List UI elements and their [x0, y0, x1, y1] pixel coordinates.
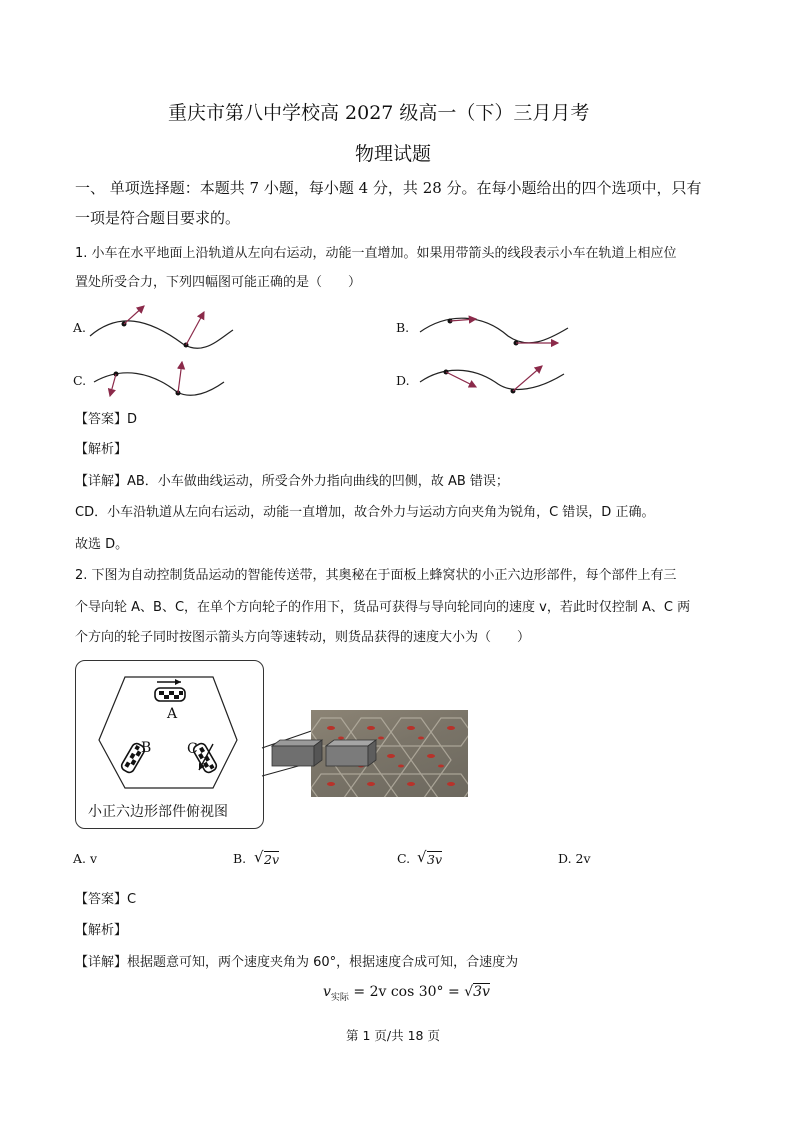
q1-detail-line3: 故选 D。: [75, 537, 129, 552]
cargo-boxes: [272, 738, 382, 770]
section-heading-line2: 一项是符合题目要求的。: [75, 209, 241, 227]
q1-analysis-heading: 【解析】: [75, 442, 128, 457]
q2-answer: 【答案】C: [75, 892, 137, 907]
q1-detail-line1: 【详解】AB．小车做曲线运动，所受合外力指向曲线的凹侧，故 AB 错误；: [75, 474, 509, 489]
q2-option-b-value: 2v: [264, 852, 280, 867]
q1-answer: 【答案】D: [75, 412, 138, 427]
formula-lhs: v: [323, 984, 331, 1000]
q1-option-b-label: B.: [396, 320, 410, 335]
page-title: 重庆市第八中学校高 2027 级高一（下）三月月考: [168, 102, 590, 124]
q2-option-a: A. v: [73, 851, 98, 866]
q2-option-c-sqrt-sign: √: [417, 848, 427, 866]
q1-option-d-label: D.: [396, 373, 410, 388]
q2-option-d: D. 2v: [558, 851, 591, 866]
q2-stem-line1: 2. 下图为自动控制货品运动的智能传送带，其奥秘在于面板上蜂窝状的小正六边形部件，每个部件上有三: [75, 568, 677, 583]
q2-detail-line1: 【详解】根据题意可知，两个速度夹角为 60°，根据速度合成可知，合速度为: [75, 955, 519, 970]
section-heading-line1: 一、 单项选择题：本题共 7 小题，每小题 4 分，共 28 分。在每小题给出的四个选项中，只有: [75, 179, 702, 197]
formula-sqrt-sign: √: [464, 984, 474, 1000]
page-footer: 第 1 页/共 18 页: [346, 1028, 440, 1043]
figure-caption: 小正六边形部件俯视图: [88, 804, 228, 820]
formula-mid: = 2v cos 30° =: [348, 984, 465, 1000]
q1-stem-line1: 1. 小车在水平地面上沿轨道从左向右运动，动能一直增加。如果用带箭头的线段表示小车在轨道上相应位: [75, 246, 677, 261]
q2-analysis-heading: 【解析】: [75, 923, 128, 938]
q2-option-c-value: 3v: [427, 852, 443, 867]
formula-sub: 实际: [330, 992, 349, 1003]
q2-stem-line3: 个方向的轮子同时按图示箭头方向等速转动，则货品获得的速度大小为（ ）: [75, 630, 531, 645]
formula-rhs: 3v: [473, 984, 490, 1000]
q2-stem-line2: 个导向轮 A、B、C，在单个方向轮子的作用下，货品可获得与导向轮同向的速度 v，若此时仅控制 A、C 两: [75, 600, 691, 615]
wheel-c-label: C: [187, 741, 198, 757]
q1-option-a-label: A.: [73, 320, 87, 335]
q1-stem-line2: 置处所受合力，下列四幅图可能正确的是（ ）: [75, 275, 362, 290]
q2-option-b-sqrt-sign: √: [254, 848, 264, 866]
q1-option-c-label: C.: [73, 373, 87, 388]
q2-option-c-prefix: C.: [397, 851, 411, 866]
wheel-b-label: B: [141, 740, 152, 756]
q1-detail-line2: CD．小车沿轨道从左向右运动，动能一直增加，故合外力与运动方向夹角为锐角，C 错误，D 正确。: [75, 505, 655, 520]
wheel-a-label: A: [167, 706, 178, 722]
q2-option-b-prefix: B.: [233, 851, 247, 866]
q2-formula: [323, 984, 490, 1003]
page-subtitle: 物理试题: [355, 143, 432, 165]
